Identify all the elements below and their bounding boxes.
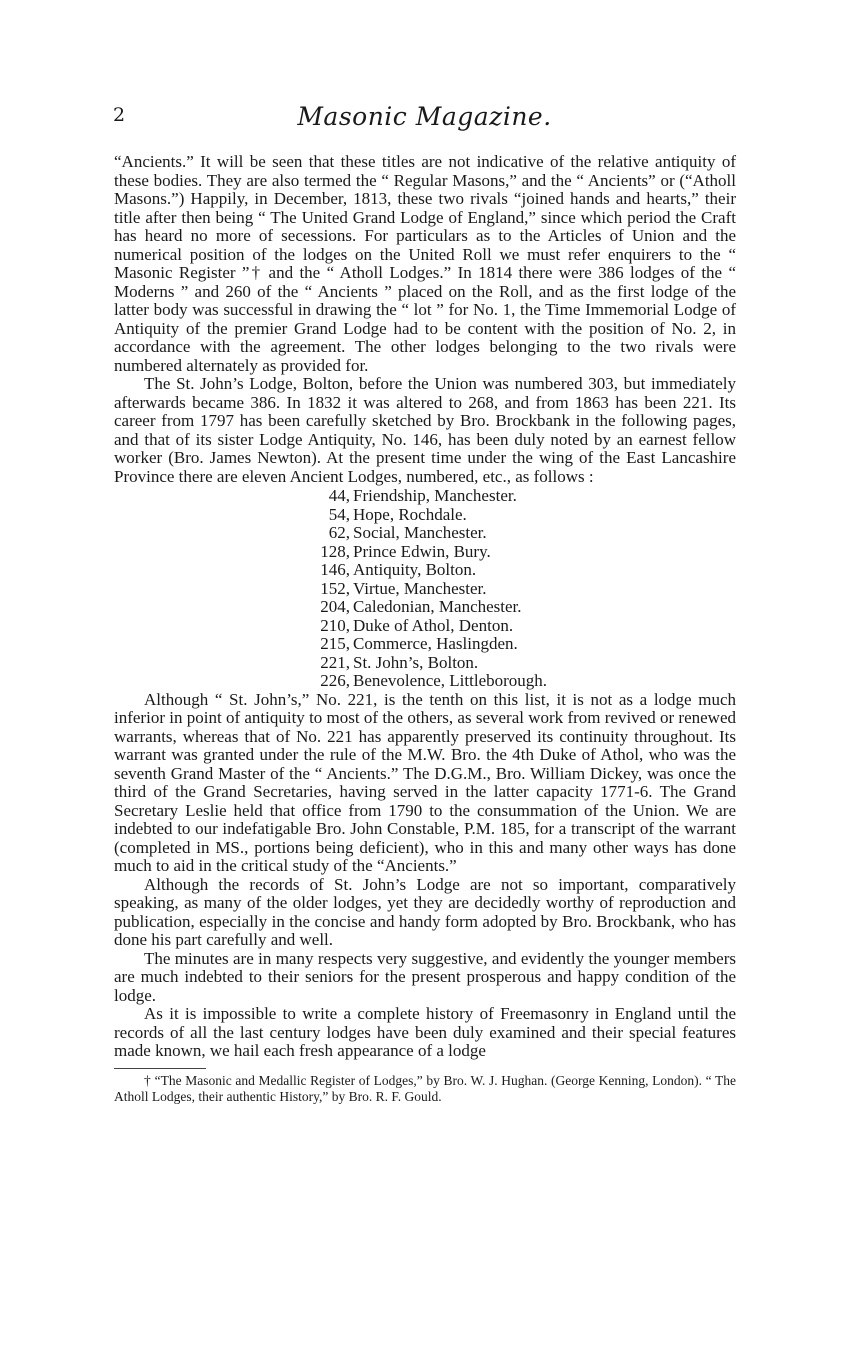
page-header xyxy=(113,104,736,138)
paragraph: Although “ St. John’s,” No. 221, is the tenth on this list, it is not as a lodge much inferior in point of antiquity to most of the others, as several work from revived or renewed warrants, whereas that of No. 221 has apparently preserved its continuity throughout. Its warrant was granted under the rule of the M.W. Bro. the 4th Duke of Athol, who was the seventh Grand Master of the “ Ancients.” The D.G.M., Bro. William Dickey, was once the third of the Grand Secretaries, having served in the latter capacity 1771-6. The Grand Secretary Leslie held that office from 1790 to the consummation of the Union. We are indebted to our indefatigable Bro. John Constable, P.M. 185, for a transcript of the warrant (completed in MS., portions being deficient), who in this and many other ways has done much to aid in the critical study of the “Ancients.” xyxy=(114,689,736,875)
lodge-name: Hope, Rochdale. xyxy=(353,504,467,524)
lodge-name: Commerce, Haslingden. xyxy=(353,634,518,653)
lodge-number: 152, xyxy=(320,578,350,598)
lodge-number: 204, xyxy=(320,597,350,616)
lodge-list-item xyxy=(114,617,736,636)
lodge-list-item xyxy=(114,580,736,599)
paragraph: The St. John’s Lodge, Bolton, before the Union was numbered 303, but immediately afterwards became 386. In 1832 it was altered to 268, and from 1863 has been 221. Its career from 1797 has been carefully sketched by Bro. Brockbank in the following pages, and that of its sister Lodge Antiquity, No. 146, has been duly noted by an earnest fellow worker (Bro. James Newton). At the present time under the wing of the East Lancashire Province there are eleven Ancient Lodges, numbered, etc., as follows : xyxy=(114,374,736,486)
lodge-list-item xyxy=(114,561,736,580)
paragraph: As it is impossible to write a complete history of Freemasonry in England until the records of all the last century lodges have been duly examined and their special features made known, we hail each fresh appearance of a lodge xyxy=(114,1004,736,1060)
lodge-name: Social, Manchester. xyxy=(353,523,487,542)
lodge-name: Caledonian, Manchester. xyxy=(353,597,522,616)
paragraph: The minutes are in many respects very suggestive, and evidently the younger members are much indebted to their seniors for the present prosperous and happy condition of the lodge. xyxy=(114,948,736,1005)
lodge-number: 62, xyxy=(328,523,350,542)
lodge-number: 221, xyxy=(320,652,350,672)
lodge-name: Duke of Athol, Denton. xyxy=(353,615,514,635)
lodge-name: St. John’s, Bolton. xyxy=(353,652,479,672)
lodge-name: Friendship, Manchester. xyxy=(353,486,517,505)
footnote: † “The Masonic and Medallic Register of Lodges,” by Bro. W. J. Hughan. (George Kenning, London). “ The Atholl Lodges, their authentic History,” by Bro. R. F. Gould. xyxy=(114,1072,736,1104)
lodge-list-item xyxy=(114,487,736,506)
lodge-name: Prince Edwin, Bury. xyxy=(353,541,491,561)
lodge-list-item xyxy=(114,543,736,562)
footnote-divider xyxy=(114,1068,206,1069)
lodge-list-item xyxy=(114,635,736,654)
lodge-number: 44, xyxy=(328,486,350,505)
lodge-list-item xyxy=(114,654,736,673)
paragraph: Although the records of St. John’s Lodge are not so important, comparatively speaking, as many of the older lodges, yet they are decidedly worthy of reproduction and publication, especially in the concise and handy form adopted by Bro. Brockbank, who has done his part carefully and well. xyxy=(114,874,736,949)
lodge-number: 54, xyxy=(328,504,350,524)
lodge-number: 215, xyxy=(320,634,350,653)
article-body xyxy=(114,153,736,1105)
page-number: 2 xyxy=(113,104,126,126)
lodge-number: 210, xyxy=(320,615,350,635)
lodge-name: Benevolence, Littleborough. xyxy=(353,671,548,690)
lodge-list-item xyxy=(114,524,736,543)
lodge-number: 226, xyxy=(320,671,350,690)
lodge-list-item xyxy=(114,672,736,691)
lodge-number: 146, xyxy=(320,560,350,579)
lodge-list-item xyxy=(114,506,736,525)
lodge-list-item xyxy=(114,598,736,617)
lodge-number: 128, xyxy=(320,541,350,561)
running-title: Masonic Magazine. xyxy=(297,102,552,131)
lodge-name: Antiquity, Bolton. xyxy=(353,560,477,579)
lodge-list xyxy=(114,487,736,691)
lodge-name: Virtue, Manchester. xyxy=(353,578,487,598)
paragraph: “Ancients.” It will be seen that these titles are not indicative of the relative antiquity of these bodies. They are also termed the “ Regular Masons,” and the “ Ancients” or (“Atholl Masons.”) Happily, in December, 1813, these two rivals “joined hands and hearts,” their title after then being “ The United Grand Lodge of England,” since which period the Craft has heard no more of secessions. For particulars as to the Articles of Union and the numerical position of the lodges on the United Roll we must refer enquirers to the “ Masonic Register ”† and the “ Atholl Lodges.” In 1814 there were 386 lodges of the “ Moderns ” and 260 of the “ Ancients ” placed on the Roll, and as the first lodge of the latter body was successful in drawing the “ lot ” for No. 1, the Time Immemorial Lodge of Antiquity of the premier Grand Lodge had to be content with the position of No. 2, in accordance with the agreement. The other lodges belonging to the two rivals were numbered alternately as provided for. xyxy=(114,152,736,375)
